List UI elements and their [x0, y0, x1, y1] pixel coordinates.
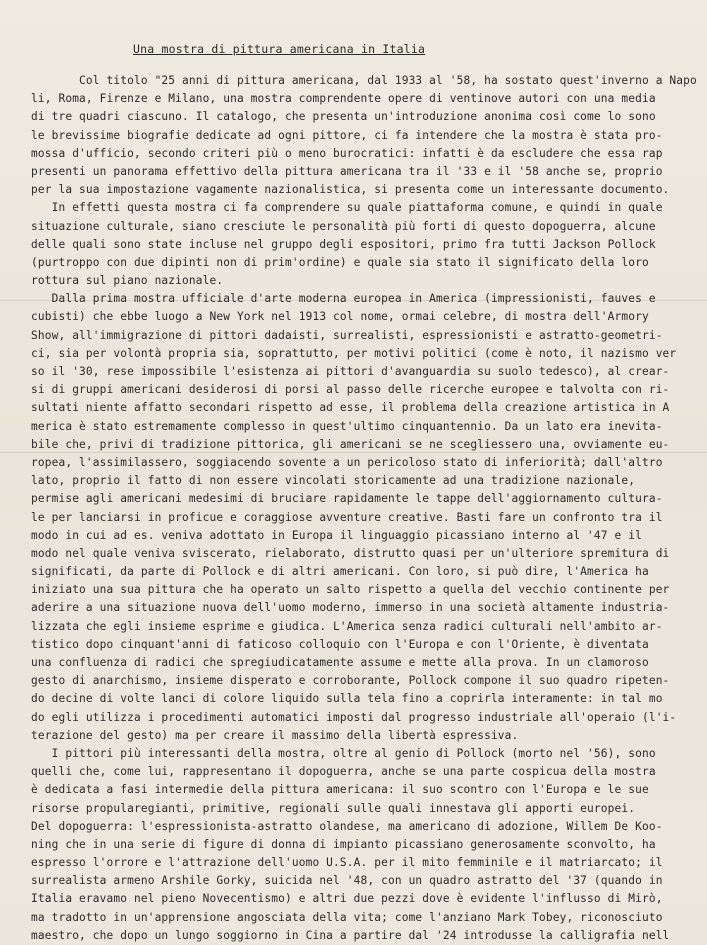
text-line: sultati niente affatto secondari rispetto ad esse, il problema della creazione artistica in A	[31, 401, 670, 415]
document-title: Una mostra di pittura americana in Italia	[133, 42, 426, 56]
text-line: iniziato una sua pittura che ha operato un salto rispetto a quella del vecchio continente per	[31, 583, 670, 597]
text-line: mossa d'ufficio, secondo criteri più o meno burocratici: infatti è da escludere che essa rap	[31, 146, 663, 160]
text-line: è dedicata a fasi intermedie della pittura americana: il suo scontro con l'Europa e le sue	[31, 783, 649, 797]
text-line: terazione del gesto) ma per creare il massimo della libertà espressiva.	[31, 728, 519, 742]
text-line: In effetti questa mostra ci fa comprendere su quale piattaforma comune, e quindi in quale	[31, 201, 663, 215]
text-line: Dalla prima mostra ufficiale d'arte moderna europea in America (impressionisti, fauves e	[31, 292, 656, 306]
text-line: modo nel quale veniva sviscerato, rielaborato, distrutto quasi per un'ulteriore spremitura di	[31, 546, 670, 560]
text-line: so il '30, rese impossibile l'esistenza ai pittori d'avanguardia su suolo tedesco), al crear-	[31, 365, 670, 378]
text-line: Show, all'immigrazione di pittori dadaisti, surrealisti, espressionisti e astratto-geometri-	[31, 328, 663, 342]
text-line: do decine di volte lanci di colore liquido sulla tela fino a coprirla interamente: in tal mo	[31, 692, 663, 706]
text-line: si di gruppi americani desiderosi di porsi al passo delle ricerche europee e talvolta con ri-	[31, 383, 670, 397]
text-line: ropea, l'assimilassero, soggiacendo sovente a un pericoloso stato di inferiorità; dall'altro	[31, 455, 663, 469]
text-line: presenti un panorama effettivo della pittura americana tra il '33 e il '58 anche se, proprio	[31, 164, 663, 178]
text-line: le brevissime biografie dedicate ad ogni pittore, ci fa intendere che la mostra è stata pro-	[31, 128, 663, 142]
text-line: delle quali sono state incluse nel gruppo degli espositori, primo fra tutti Jackson Pollock	[31, 237, 656, 251]
text-line: le per lanciarsi in proficue e coraggiose avventure creative. Basti fare un confronto tra il	[31, 510, 663, 524]
text-line: lizzata che egli insieme esprime e giudica. L'America senza radici culturali nell'ambito ar-	[31, 619, 663, 633]
text-line: surrealista armeno Arshile Gorky, suicida nel '48, con un quadro astratto del '37 (quando in	[31, 874, 663, 888]
text-line: aderire a una situazione nuova dell'uomo moderno, immerso in una società altamente industria-	[31, 601, 670, 615]
text-line: I pittori più interessanti della mostra, oltre al genio di Pollock (morto nel '56), sono	[31, 746, 656, 760]
text-line: situazione culturale, siano cresciute le personalità più forti di questo dopoguerra, alcune	[31, 219, 656, 233]
text-line: tistico dopo cinquant'anni di faticoso colloquio con l'Europa e con l'Oriente, è diventata	[31, 637, 649, 651]
text-line: cubisti) che ebbe luogo a New York nel 1913 col nome, ormai celebre, di mostra dell'Armory	[31, 310, 649, 324]
text-line: significati, da parte di Pollock e di altri americani. Con loro, si può dire, l'America ha	[31, 565, 649, 579]
text-line: li, Roma, Firenze e Milano, una mostra comprendente opere di ventinove autori con una media	[31, 92, 656, 106]
text-line: Italia eravamo nel pieno Novecentismo) e altri due pezzi dove è evidente l'influsso di Mirò,	[31, 892, 663, 906]
text-line: quelli che, come lui, rappresentano il dopoguerra, anche se una parte cospicua della mostra	[31, 765, 656, 779]
text-line: Del dopoguerra: l'espressionista-astratto olandese, ma americano di adozione, Willem De Koo-	[31, 819, 663, 833]
text-line: risorse propularegianti, primitive, regionali sulle quali innestava gli apporti europei.	[31, 801, 636, 815]
text-line: do egli utilizza i procedimenti automatici imposti dal progresso industriale all'operaio (l'i-	[31, 710, 677, 724]
text-line: Col titolo "25 anni di pittura americana, dal 1933 al '58, ha sostato quest'inverno a Napo	[31, 74, 697, 87]
text-line: lato, proprio il fatto di non essere vincolati storicamente ad una tradizione nazionale,	[31, 474, 636, 488]
text-line: ning che in una serie di figure di donna di impianto picassiano generosamente sconvolto, ha	[31, 837, 656, 851]
document-body	[31, 72, 703, 945]
text-line: rottura sul piano nazionale.	[31, 274, 224, 288]
text-line: di tre quadri ciascuno. Il catalogo, che presenta un'introduzione anonima così come lo sono	[31, 110, 656, 124]
text-line: espresso l'orrore e l'attrazione dell'uomo U.S.A. per il mito femminile e il matriarcato; il	[31, 856, 663, 870]
text-line: permise agli americani medesimi di bruciare rapidamente le tappe dell'aggiornamento cultura-	[31, 492, 663, 506]
text-line: ma tradotto in un'apprensione angosciata della vita; come l'anziano Mark Tobey, riconosciuto	[31, 910, 663, 924]
text-line: maestro, che dopo un lungo soggiorno in Cina a partire dal '24 introdusse la calligrafia nell	[31, 928, 670, 942]
text-line: bile che, privi di tradizione pittorica, gli americani se ne scegliessero una, ovviamente eu-	[31, 437, 670, 451]
text-line: gesto di anarchismo, insieme disperato e corroborante, Pollock compone il suo quadro ripeten-	[31, 674, 670, 688]
text-line: modo in cui ad es. veniva adottato in Europa il linguaggio picassiano interno al '47 e il	[31, 528, 642, 542]
text-line: per la sua impostazione vagamente nazionalistica, si presenta come un interessante documento.	[31, 183, 670, 197]
text-line: (purtroppo con due dipinti non di prim'ordine) e quale sia stato il significato della loro	[31, 255, 649, 269]
text-line: una confluenza di radici che spregiudicatamente assume e mette alla prova. In un clamoroso	[31, 656, 649, 669]
text-line: merica è stato estremamente complesso in quest'ultimo cinquantennio. Da un lato era inevita-	[31, 419, 663, 433]
text-line: ci, sia per volontà propria sia, soprattutto, per motivi politici (come è noto, il nazismo ver	[31, 346, 677, 360]
